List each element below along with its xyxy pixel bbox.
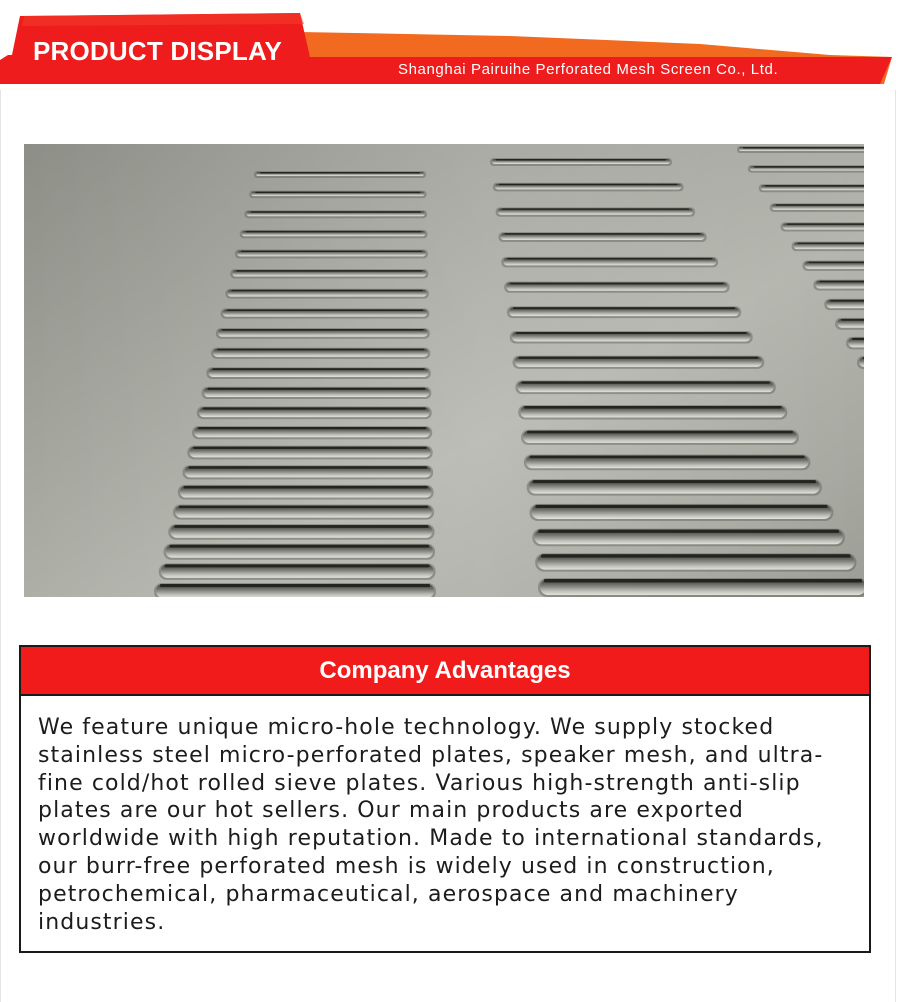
louver-slot	[202, 387, 432, 399]
louver-slot	[515, 380, 775, 394]
louver-slot	[206, 367, 430, 379]
louver-slot	[244, 210, 426, 218]
louver-slot	[249, 191, 426, 198]
louver-slot	[538, 578, 864, 597]
louver-slot	[824, 299, 864, 310]
louver-slot	[504, 282, 730, 293]
louver-slot	[178, 485, 434, 500]
louver-slot	[527, 479, 822, 495]
louver-slot	[173, 505, 434, 520]
louver-slot	[230, 269, 428, 278]
left-divider	[0, 90, 1, 1002]
louver-slot	[535, 553, 856, 571]
louver-slot	[518, 405, 787, 419]
louver-slot	[498, 232, 706, 242]
page-header-banner	[0, 0, 899, 90]
louver-slot	[164, 544, 436, 560]
louver-slot	[792, 241, 864, 251]
louver-slot	[225, 289, 428, 299]
louver-slot	[168, 524, 434, 540]
advantages-header	[21, 647, 869, 696]
louver-slot	[235, 249, 428, 258]
perforated-plate-image	[24, 144, 864, 597]
louver-slot	[532, 529, 845, 547]
louver-slot	[513, 356, 765, 369]
banner-title: PRODUCT DISPLAY	[33, 36, 283, 66]
louver-slot	[490, 158, 672, 166]
louver-slot	[781, 222, 864, 231]
louver-slot	[501, 257, 718, 268]
advantages-title: Company Advantages	[319, 656, 571, 684]
louver-slot	[802, 261, 864, 271]
louver-slot	[530, 504, 834, 521]
louver-slot	[510, 331, 753, 344]
louver-slot	[183, 465, 434, 479]
right-divider	[895, 90, 896, 1002]
louver-slot	[493, 183, 684, 192]
louver-slot	[813, 280, 864, 291]
louver-slot	[211, 348, 430, 359]
louver-slot	[846, 337, 864, 349]
louver-slot	[835, 318, 864, 330]
louver-slot	[159, 563, 436, 580]
louver-slot	[737, 146, 864, 153]
company-name: Shanghai Pairuihe Perforated Mesh Screen Co., Ltd.	[398, 61, 779, 78]
louver-slot	[524, 454, 810, 470]
louver-slot	[507, 306, 741, 318]
louver-slot	[216, 328, 430, 339]
louver-slot	[759, 184, 864, 192]
louver-slot	[770, 203, 864, 212]
company-advantages-panel	[19, 645, 871, 953]
louver-slot	[221, 308, 430, 318]
louver-slot	[496, 207, 695, 216]
louver-slot	[521, 430, 799, 445]
advantages-description: We feature unique micro-hole technology. We supply stocked stainless steel micro-perforated plates, speaker mesh, and ultra-fine cold/hot rolled sieve plates. Various high-strength anti-slip plates are our hot sellers. Our main products are exported worldwide with high reputation. Made to international standards, our burr-free perforated mesh is widely used in construction, petrochemical, pharmaceutical, aerospace and machinery industries.	[38, 715, 824, 935]
louver-slot	[197, 406, 432, 419]
louver-slot	[254, 171, 426, 178]
louver-slot	[154, 583, 436, 597]
louver-slot	[187, 446, 432, 460]
product-photo	[24, 144, 864, 597]
louver-slot	[748, 165, 864, 173]
louver-slot	[240, 230, 428, 238]
louver-slot	[192, 426, 432, 439]
